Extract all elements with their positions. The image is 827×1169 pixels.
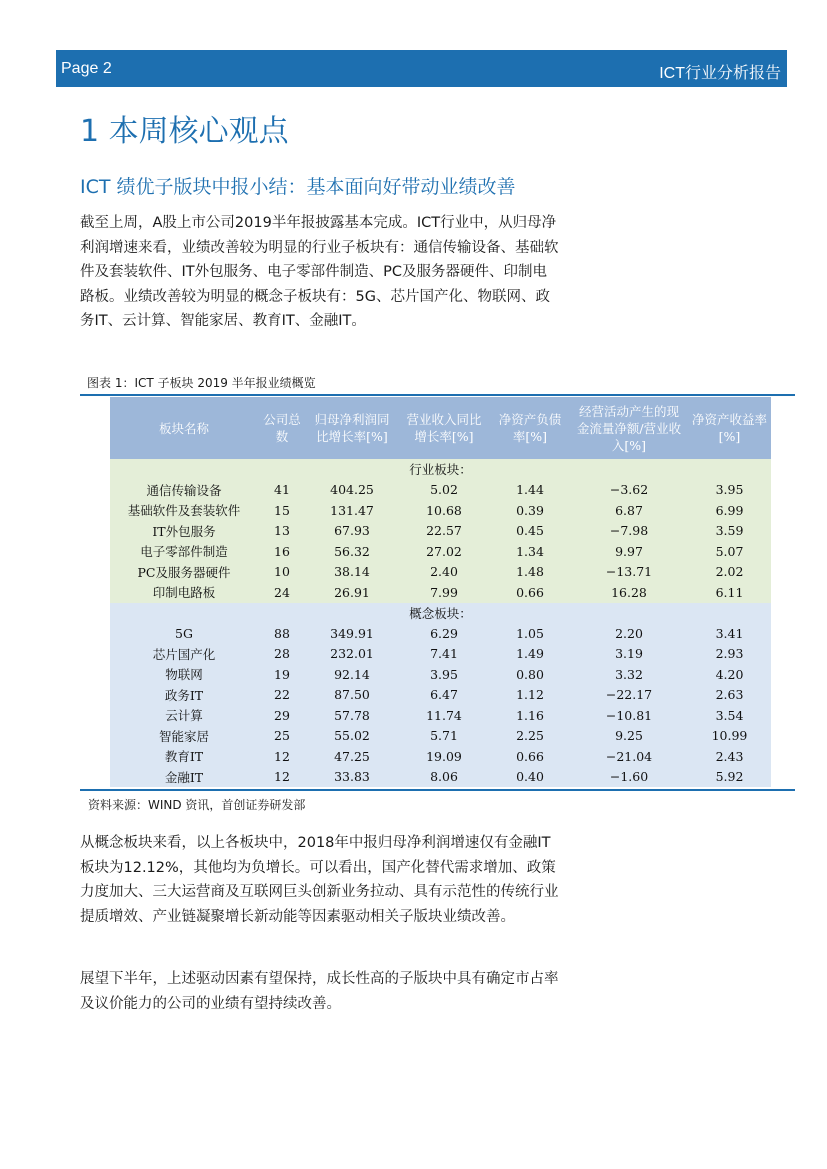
cell-net-profit-growth: 57.78 (306, 705, 398, 726)
cell-company-count: 41 (258, 480, 306, 501)
cell-net-profit-growth: 33.83 (306, 767, 398, 788)
table-row (110, 767, 771, 788)
cell-net-profit-growth: 67.93 (306, 521, 398, 542)
cell-revenue-growth: 8.06 (398, 767, 490, 788)
cell-cashflow-ratio: −13.71 (570, 562, 688, 583)
cell-company-count: 28 (258, 644, 306, 665)
cell-roe: 3.95 (688, 480, 771, 501)
cell-net-profit-growth: 38.14 (306, 562, 398, 583)
section-title: 1 本周核心观点 (80, 114, 289, 149)
cell-revenue-growth: 3.95 (398, 664, 490, 685)
cell-debt-ratio: 1.49 (490, 644, 570, 665)
header-roe: 净资产收益率[%] (688, 397, 771, 459)
cell-roe: 3.54 (688, 705, 771, 726)
cell-roe: 5.92 (688, 767, 771, 788)
cell-sector-name: 5G (110, 623, 258, 644)
cell-roe: 2.02 (688, 562, 771, 583)
cell-sector-name: 通信传输设备 (110, 480, 258, 501)
cell-sector-name: 电子零部件制造 (110, 541, 258, 562)
cell-revenue-growth: 6.29 (398, 623, 490, 644)
header-sector-name: 板块名称 (110, 397, 258, 459)
cell-roe: 2.93 (688, 644, 771, 665)
cell-cashflow-ratio: 3.32 (570, 664, 688, 685)
group-row-industry (110, 459, 771, 480)
cell-debt-ratio: 2.25 (490, 726, 570, 747)
cell-net-profit-growth: 349.91 (306, 623, 398, 644)
table-row (110, 521, 771, 542)
cell-company-count: 29 (258, 705, 306, 726)
cell-revenue-growth: 10.68 (398, 500, 490, 521)
cell-cashflow-ratio: 2.20 (570, 623, 688, 644)
cell-sector-name: 印制电路板 (110, 582, 258, 603)
section-subtitle: ICT 绩优子版块中报小结：基本面向好带动业绩改善 (80, 176, 516, 198)
cell-revenue-growth: 5.71 (398, 726, 490, 747)
cell-debt-ratio: 1.34 (490, 541, 570, 562)
cell-revenue-growth: 7.41 (398, 644, 490, 665)
cell-revenue-growth: 6.47 (398, 685, 490, 706)
cell-roe: 4.20 (688, 664, 771, 685)
cell-cashflow-ratio: 9.97 (570, 541, 688, 562)
cell-debt-ratio: 1.16 (490, 705, 570, 726)
cell-net-profit-growth: 131.47 (306, 500, 398, 521)
cell-net-profit-growth: 47.25 (306, 746, 398, 767)
cell-net-profit-growth: 55.02 (306, 726, 398, 747)
cell-revenue-growth: 5.02 (398, 480, 490, 501)
cell-roe: 10.99 (688, 726, 771, 747)
cell-roe: 2.63 (688, 685, 771, 706)
table-row (110, 541, 771, 562)
cell-sector-name: 云计算 (110, 705, 258, 726)
table-row (110, 664, 771, 685)
cell-company-count: 13 (258, 521, 306, 542)
cell-cashflow-ratio: −22.17 (570, 685, 688, 706)
header-company-count: 公司总数 (258, 397, 306, 459)
cell-debt-ratio: 1.12 (490, 685, 570, 706)
cell-cashflow-ratio: 3.19 (570, 644, 688, 665)
cell-cashflow-ratio: −21.04 (570, 746, 688, 767)
table-row (110, 480, 771, 501)
cell-roe: 3.41 (688, 623, 771, 644)
header-net-profit-growth: 归母净利润同比增长率[%] (306, 397, 398, 459)
cell-net-profit-growth: 87.50 (306, 685, 398, 706)
group-label: 行业板块： (110, 459, 771, 480)
page-header-bar (56, 50, 787, 87)
table-row (110, 500, 771, 521)
cell-cashflow-ratio: 16.28 (570, 582, 688, 603)
cell-company-count: 16 (258, 541, 306, 562)
cell-sector-name: 金融IT (110, 767, 258, 788)
cell-revenue-growth: 22.57 (398, 521, 490, 542)
header-debt-ratio: 净资产负债率[%] (490, 397, 570, 459)
cell-roe: 6.11 (688, 582, 771, 603)
table-header-row (110, 397, 771, 459)
intro-paragraph: 截至上周，A股上市公司2019半年报披露基本完成。ICT行业中，从归母净利润增速来看，业绩改善较为明显的行业子板块有：通信传输设备、基础软件及套装软件、IT外包服务、电子零部件制造、PC及服务器硬件、印制电路板。业绩改善较为明显的概念子板块有：5G、芯片国产化、物联网、政务IT、云计算、智能家居、教育IT、金融IT。 (80, 215, 559, 330)
cell-sector-name: PC及服务器硬件 (110, 562, 258, 583)
cell-debt-ratio: 1.48 (490, 562, 570, 583)
table-row (110, 623, 771, 644)
cell-roe: 3.59 (688, 521, 771, 542)
cell-revenue-growth: 19.09 (398, 746, 490, 767)
cell-company-count: 22 (258, 685, 306, 706)
cell-company-count: 88 (258, 623, 306, 644)
group-label: 概念板块： (110, 603, 771, 624)
cell-sector-name: 政务IT (110, 685, 258, 706)
cell-sector-name: 基础软件及套装软件 (110, 500, 258, 521)
cell-company-count: 24 (258, 582, 306, 603)
cell-roe: 6.99 (688, 500, 771, 521)
table-row (110, 746, 771, 767)
cell-debt-ratio: 0.45 (490, 521, 570, 542)
performance-table (110, 397, 771, 787)
table-row (110, 705, 771, 726)
cell-roe: 5.07 (688, 541, 771, 562)
cell-debt-ratio: 1.05 (490, 623, 570, 644)
figure-caption: 图表 1：ICT 子板块 2019 半年报业绩概览 (87, 376, 316, 390)
cell-company-count: 15 (258, 500, 306, 521)
cell-sector-name: 芯片国产化 (110, 644, 258, 665)
cell-net-profit-growth: 232.01 (306, 644, 398, 665)
group-row-concept (110, 603, 771, 624)
cell-net-profit-growth: 26.91 (306, 582, 398, 603)
cell-sector-name: IT外包服务 (110, 521, 258, 542)
cell-company-count: 19 (258, 664, 306, 685)
cell-company-count: 25 (258, 726, 306, 747)
cell-debt-ratio: 0.39 (490, 500, 570, 521)
cell-cashflow-ratio: −1.60 (570, 767, 688, 788)
header-cashflow-ratio: 经营活动产生的现金流量净额/营业收入[%] (570, 397, 688, 459)
cell-debt-ratio: 0.80 (490, 664, 570, 685)
report-title: ICT行业分析报告 (659, 65, 781, 82)
cell-sector-name: 教育IT (110, 746, 258, 767)
cell-company-count: 12 (258, 767, 306, 788)
cell-cashflow-ratio: −3.62 (570, 480, 688, 501)
cell-net-profit-growth: 92.14 (306, 664, 398, 685)
cell-sector-name: 智能家居 (110, 726, 258, 747)
source-note: 资料来源：WIND 资讯，首创证券研发部 (88, 798, 306, 812)
concept-analysis-paragraph: 从概念板块来看，以上各板块中，2018年中报归母净利润增速仅有金融IT板块为12.12%，其他均为负增长。可以看出，国产化替代需求增加、政策力度加大、三大运营商及互联网巨头创新业务拉动、具有示范性的传统行业提质增效、产业链凝聚增长新动能等因素驱动相关子版块业绩改善。 (80, 835, 559, 925)
cell-company-count: 12 (258, 746, 306, 767)
figure-bottom-rule (80, 789, 795, 791)
table-row (110, 562, 771, 583)
cell-net-profit-growth: 404.25 (306, 480, 398, 501)
cell-sector-name: 物联网 (110, 664, 258, 685)
cell-cashflow-ratio: 6.87 (570, 500, 688, 521)
cell-roe: 2.43 (688, 746, 771, 767)
cell-debt-ratio: 0.66 (490, 746, 570, 767)
table-row (110, 726, 771, 747)
cell-company-count: 10 (258, 562, 306, 583)
cell-cashflow-ratio: 9.25 (570, 726, 688, 747)
cell-revenue-growth: 27.02 (398, 541, 490, 562)
page-number: Page 2 (61, 60, 112, 77)
cell-cashflow-ratio: −10.81 (570, 705, 688, 726)
cell-debt-ratio: 1.44 (490, 480, 570, 501)
outlook-paragraph: 展望下半年，上述驱动因素有望保持，成长性高的子版块中具有确定市占率及议价能力的公司的业绩有望持续改善。 (80, 971, 559, 1012)
table-row (110, 582, 771, 603)
table-row (110, 685, 771, 706)
cell-cashflow-ratio: −7.98 (570, 521, 688, 542)
table-row (110, 644, 771, 665)
cell-revenue-growth: 2.40 (398, 562, 490, 583)
cell-net-profit-growth: 56.32 (306, 541, 398, 562)
cell-debt-ratio: 0.66 (490, 582, 570, 603)
cell-revenue-growth: 7.99 (398, 582, 490, 603)
cell-debt-ratio: 0.40 (490, 767, 570, 788)
figure-top-rule (80, 394, 795, 396)
cell-revenue-growth: 11.74 (398, 705, 490, 726)
header-revenue-growth: 营业收入同比增长率[%] (398, 397, 490, 459)
